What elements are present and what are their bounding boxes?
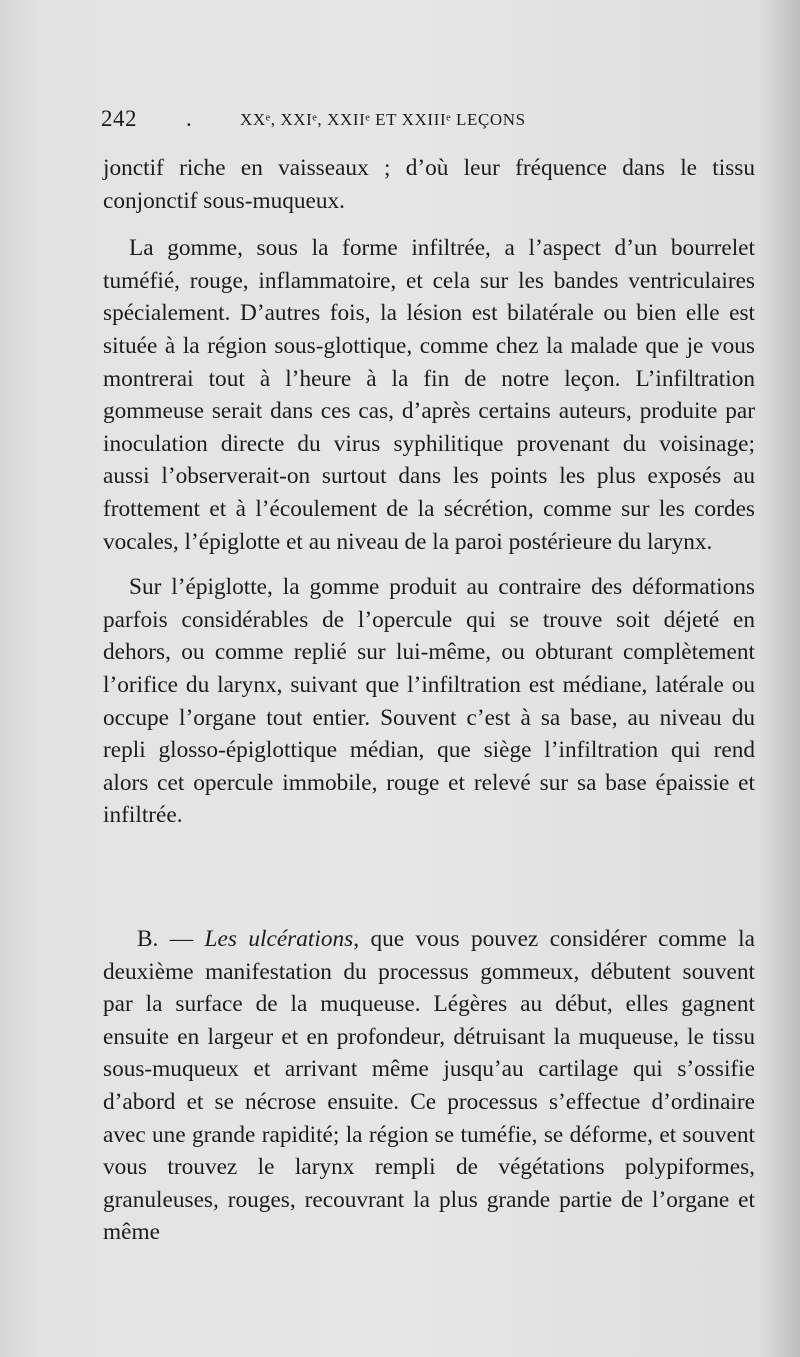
running-title: XXᵉ, XXIᵉ, XXIIᵉ ET XXIIIᵉ LEÇONS bbox=[240, 110, 526, 129]
body-text bbox=[103, 152, 755, 832]
section-title: Les ulcérations bbox=[204, 926, 354, 952]
page-number: 242 bbox=[101, 106, 137, 131]
header-separator: . bbox=[186, 106, 193, 131]
paragraph-continuation: jonctif riche en vaisseaux ; d’où leur fréquence dans le tissu conjonctif sous-muqueux. bbox=[103, 155, 755, 214]
section-text: , que vous pouvez considérer comme la deuxième manifestation du processus gommeux, débutent souvent par la surface de la muqueuse. Légères au début, elles gagnent ensuite en largeur et en profondeur, détruisant la muqueuse, le tissu sous-muqueux et arrivant même jusqu’au cartilage qui s’ossifie d’abord et se nécrose ensuite. Ce processus s’effectue d’ordinaire avec une grande rapidité; la région se tuméfie, se déforme, et souvent vous trouvez le larynx rempli de végétations polypiformes, granuleuses, rouges, recouvrant la plus grande partie de l’organe et même bbox=[103, 926, 755, 1246]
paragraph-epiglotte: Sur l’épiglotte, la gomme produit au contraire des déformations parfois considérables de l’opercule qui se trouve soit déjeté en dehors, ou comme replié sur lui-même, ou obturant complètement l’orifice du larynx, suivant que l’infiltration est médiane, latérale ou occupe l’organe tout entier. Souvent c’est à sa base, au niveau du repli glosso-épiglottique médian, que siège l’infiltration qui rend alors cet opercule immobile, rouge et relevé sur sa base épaissie et infiltrée. bbox=[103, 574, 755, 829]
section-label: B. — bbox=[137, 926, 205, 952]
paragraph-ulcerations bbox=[103, 923, 755, 1249]
paragraph-gomme-infiltree: La gomme, sous la forme infiltrée, a l’aspect d’un bourrelet tuméfié, rouge, inflammatoire, et cela sur les bandes ventriculaires spécialement. D’autres fois, la lésion est bilatérale ou bien elle est située à la région sous-glottique, comme chez la malade que je vous montrerai tout à l’heure à la fin de notre leçon. L’infiltration gommeuse serait dans ces cas, d’après certains auteurs, produite par inoculation directe du virus syphilitique provenant du voisinage; aussi l’observerait-on surtout dans les points les plus exposés au frottement et à l’écoulement de la sécrétion, comme sur les cordes vocales, l’épiglotte et au niveau de la paroi postérieure du larynx. bbox=[103, 235, 755, 555]
page-header bbox=[101, 106, 661, 136]
